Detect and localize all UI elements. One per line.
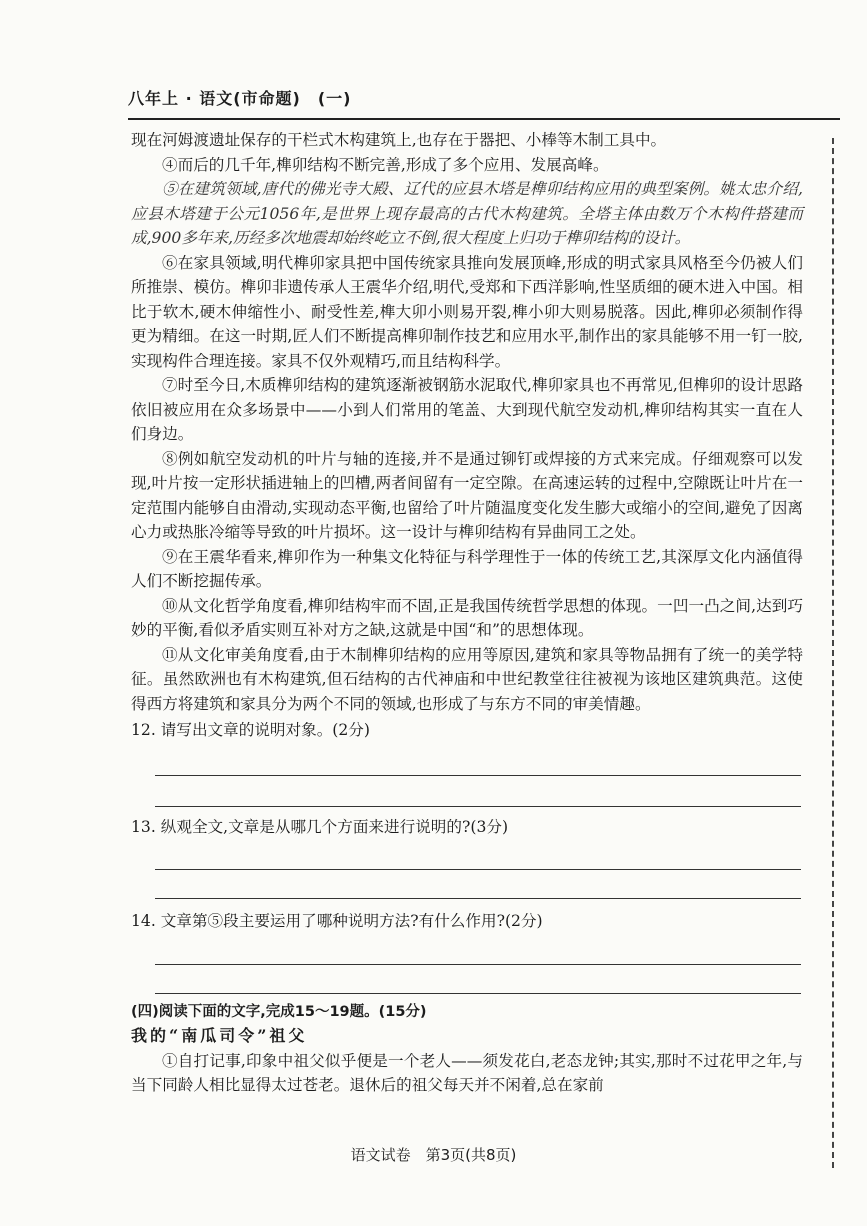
page-footer: 语文试卷 第3页(共8页) <box>350 1146 517 1164</box>
article-content <box>131 128 803 1098</box>
paragraph-11: ⑪从文化审美角度看,由于木制榫卯结构的应用等原因,建筑和家具等物品拥有了统一的美学特征。虽然欧洲也有木构建筑,但石结构的古代神庙和中世纪教堂往往被视为该地区建筑典范。这使得西方将建筑和家具分为两个不同的领域,也形成了与东方不同的审美情趣。 <box>131 645 803 713</box>
header-rule <box>128 118 840 120</box>
paragraph-6: ⑥在家具领域,明代榫卯家具把中国传统家具推向发展顶峰,形成的明式家具风格至今仍被人们所推崇、模仿。榫卯非遗传承人王震华介绍,明代,受郑和下西洋影响,性坚质细的硬木进入中国。相比于软木,硬木伸缩性小、耐受性差,榫大卯小则易开裂,榫小卯大则易脱落。因此,榫卯必须制作得更为精细。在这一时期,匠人们不断提高榫卯制作技艺和应用水平,制作出的家具能够不用一钉一胶,实现构件合理连接。家具不仅外观精巧,而且结构科学。 <box>131 253 803 370</box>
paragraph-4: ④而后的几千年,榫卯结构不断完善,形成了多个应用、发展高峰。 <box>162 155 609 174</box>
paragraph-9: ⑨在王震华看来,榫卯作为一种集文化特征与科学理性于一体的传统工艺,其深厚文化内涵值得人们不断挖掘传承。 <box>131 547 803 590</box>
story-paragraph-1: ①自打记事,印象中祖父似乎便是一个老人——须发花白,老态龙钟;其实,那时不过花甲之年,与当下同龄人相比显得太过苍老。退休后的祖父每天并不闲着,总在家前 <box>131 1051 803 1094</box>
question-12: 12. 请写出文章的说明对象。(2分) <box>131 721 370 739</box>
story-title: 我的“南瓜司令”祖父 <box>131 1026 308 1045</box>
section-4-heading: (四)阅读下面的文字,完成15～19题。(15分) <box>131 1003 427 1020</box>
page-header: 八年上 · 语文(市命题) (一) <box>128 89 352 108</box>
paragraph-continued: 现在河姆渡遗址保存的干栏式木构建筑上,也存在于器把、小棒等木制工具中。 <box>131 131 667 149</box>
question-13: 13. 纵观全文,文章是从哪几个方面来进行说明的?(3分) <box>131 817 509 836</box>
paragraph-7: ⑦时至今日,木质榫卯结构的建筑逐渐被钢筋水泥取代,榫卯家具也不再常见,但榫卯的设计思路依旧被应用在众多场景中——小到人们常用的笔盖、大到现代航空发动机,榫卯结构其实一直在人们身边。 <box>131 376 803 443</box>
paragraph-10: ⑩从文化哲学角度看,榫卯结构牢而不固,正是我国传统哲学思想的体现。一凹一凸之间,达到巧妙的平衡,看似矛盾实则互补对方之缺,这就是中国“和”的思想体现。 <box>131 596 803 639</box>
binding-dashed-line <box>832 138 834 1168</box>
paragraph-5: ⑤在建筑领域,唐代的佛光寺大殿、辽代的应县木塔是榫卯结构应用的典型案例。姚太忠介绍,应县木塔建于公元1056年,是世界上现存最高的古代木构建筑。全塔主体由数万个木构件搭建而成,900多年来,历经多次地震却始终屹立不倒,很大程度上归功于榫卯结构的设计。 <box>131 180 803 247</box>
paragraph-8: ⑧例如航空发动机的叶片与轴的连接,并不是通过铆钉或焊接的方式来完成。仔细观察可以发现,叶片按一定形状插进轴上的凹槽,两者间留有一定空隙。在高速运转的过程中,空隙既让叶片在一定范围内能够自由滑动,实现动态平衡,也留给了叶片随温度变化发生膨大或缩小的空间,避免了因离心力或热胀冷缩等导致的叶片损坏。这一设计与榫卯结构有异曲同工之处。 <box>131 449 803 541</box>
question-14: 14. 文章第⑤段主要运用了哪种说明方法?有什么作用?(2分) <box>131 912 543 930</box>
